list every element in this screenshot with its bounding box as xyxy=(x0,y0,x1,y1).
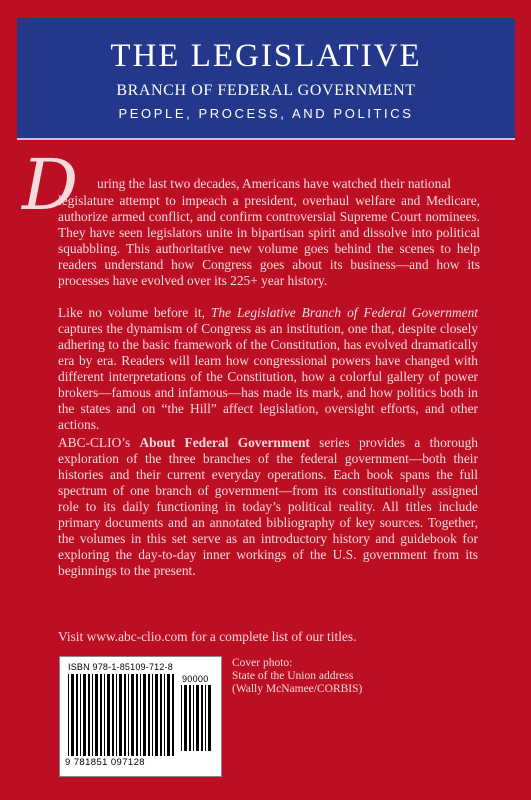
price-addon-number: 90000 xyxy=(182,674,209,684)
paragraph-3-start: ABC-CLIO’s xyxy=(58,435,140,450)
drop-cap: D xyxy=(22,144,79,226)
paragraph-1: legislature attempt to impeach a president, overhaul welfare and Medicare, authorize armed conflict, and confirm controversial Supreme Court nominees. They have seen legislators unite in bipartisan spirit and dissolve into political squabbling. This authoritative new volume goes behind the scenes to help readers understand how Congress goes about its business—and how its processes have evolved over its 225+ year history. xyxy=(58,193,480,288)
series-name: About Federal Government xyxy=(139,435,310,450)
addon-barcode-icon xyxy=(181,685,213,751)
paragraph-2-end: captures the dynamism of Congress as an institution, one that, despite closely adhering to the basic framework of the Constitution, has evolved dramatically era by era. Readers will learn how congressional powers have changed with different interpretations of the Constitution, how a colorful gallery of power brokers—famous and infamous—has made its mark, and how politics both in the states and on “the Hill” affect legislation, oversight efforts, and other actions. xyxy=(58,321,478,432)
book-title-italic: The Legislative Branch of Federal Government xyxy=(210,305,478,320)
paragraph-2-start: Like no volume before it, xyxy=(58,305,211,320)
book-tagline: PEOPLE, PROCESS, AND POLITICS xyxy=(118,106,414,121)
book-subtitle: BRANCH OF FEDERAL GOVERNMENT xyxy=(116,82,416,99)
paragraph-3-end: series provides a thorough exploration of the three branches of the federal government—both their histories and their current everyday operations. Each book spans the full spectrum of one branch of government—from its constitutionally assigned role to its daily functioning in today’s political reality. All titles include primary documents and an annotated bibliography of key sources. Together, the volumes in this set serve as an introductory history and guidebook for exploring the day-to-day inner workings of the U.S. government from its beginnings to the present. xyxy=(58,435,479,578)
photo-credit-label: Cover photo: xyxy=(232,657,293,669)
website-note: Visit www.abc-clio.com for a complete list of our titles. xyxy=(58,629,357,644)
paragraph-3 xyxy=(58,435,478,579)
paragraph-2 xyxy=(58,305,478,433)
paragraph-1-first-line: uring the last two decades, Americans have watched their national xyxy=(97,176,451,191)
barcode-label xyxy=(59,656,222,777)
ean-number: 9 781851 097128 xyxy=(65,757,145,768)
photo-credit-caption: State of the Union address xyxy=(232,670,354,682)
photo-credit xyxy=(232,657,362,696)
isbn-number: ISBN 978-1-85109-712-8 xyxy=(68,662,173,672)
book-title: THE LEGISLATIVE xyxy=(110,38,422,74)
title-banner xyxy=(17,18,515,140)
photo-credit-source: (Wally McNamee/CORBIS) xyxy=(232,683,363,695)
barcode-icon xyxy=(68,674,176,756)
